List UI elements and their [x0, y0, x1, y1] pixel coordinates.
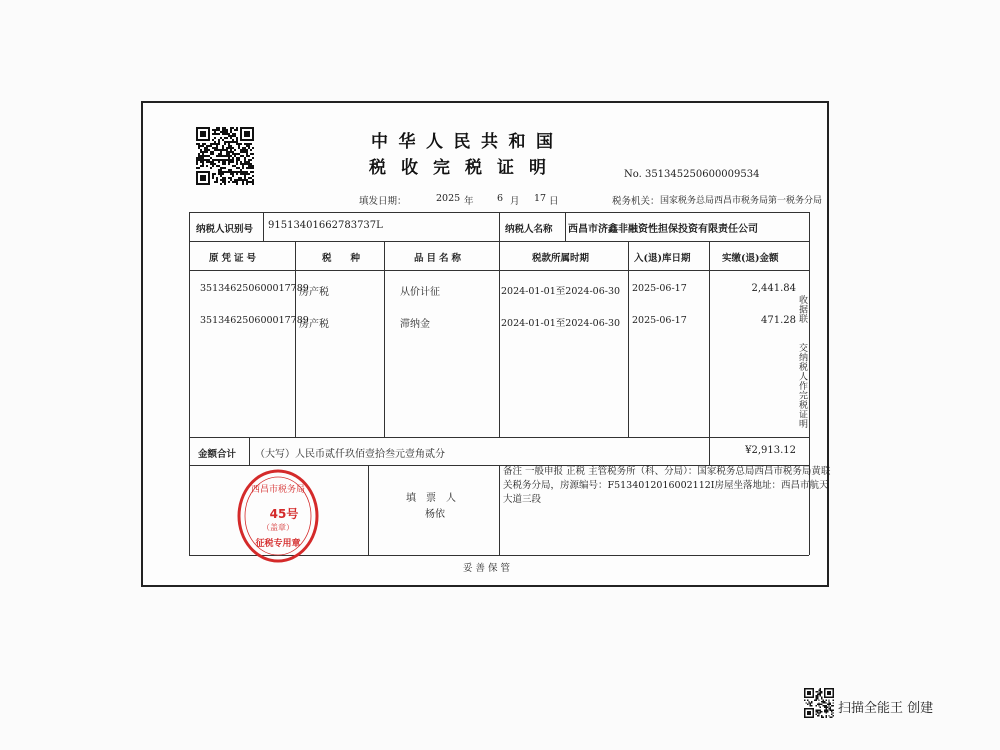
table-line: [384, 241, 385, 437]
column-header-date: 入(退)库日期: [634, 253, 691, 264]
total-words: （大写）人民币贰仟玖佰壹拾叁元壹角贰分: [255, 449, 445, 460]
remarks: [503, 465, 831, 507]
table-line: [499, 212, 500, 241]
year-char: 年: [464, 196, 474, 207]
table-line: [709, 241, 710, 437]
table-line: [628, 241, 629, 437]
tax-authority-label: 税务机关：: [612, 196, 660, 207]
table-line: [709, 437, 710, 465]
stamp-outer-text: 西昌市税务局: [250, 485, 306, 495]
qr-code: [196, 127, 254, 185]
filler-name: 杨依: [425, 509, 445, 520]
official-seal-stamp: [236, 468, 320, 564]
filler-label: 填 票 人: [406, 493, 456, 504]
row2-amount: 471.28: [761, 315, 796, 326]
remarks-label: 备注: [503, 466, 523, 477]
issue-month: 6: [497, 193, 504, 204]
row2-voucher: 351346250600017789: [200, 315, 309, 326]
table-line: [249, 437, 250, 465]
row1-tax-type: 房产税: [299, 287, 329, 298]
table-line: [295, 241, 296, 437]
row2-date: 2025-06-17: [632, 315, 687, 326]
table-line: [189, 212, 190, 555]
row1-voucher: 351346250600017789: [200, 283, 309, 294]
column-header-period: 税款所属时期: [532, 253, 590, 264]
title-line-1: 中华人民共和国: [371, 132, 564, 152]
row1-date: 2025-06-17: [632, 283, 687, 294]
issue-date-label: 填发日期：: [359, 196, 407, 207]
column-header-voucher: 原凭证号: [209, 253, 260, 264]
tax-authority: 国家税务总局西昌市税务局第一税务分局: [660, 196, 823, 206]
row2-tax-type: 房产税: [299, 319, 329, 330]
column-header-tax-type: 税 种: [322, 253, 361, 264]
row2-period: 2024-01-01至2024-06-30: [501, 318, 621, 329]
day-char: 日: [549, 196, 559, 207]
title-line-2: 税收完税证明: [369, 158, 561, 178]
side-text-receipt: 收据联: [797, 295, 807, 324]
stamp-sub-text: （盖章）: [262, 523, 294, 532]
table-line: [499, 465, 500, 555]
table-line: [368, 465, 369, 555]
side-text-proof: 交纳税人作完税证明: [797, 343, 807, 429]
remarks-text: 一般申报 正税 主管税务所（科、分局）：国家税务总局西昌市税务局黄联关税务分局，房源编号：F5134012016002112I房屋坐落地址：西昌市航天大道三段: [503, 466, 831, 505]
issue-day: 17: [534, 193, 547, 204]
issue-year: 2025: [436, 193, 461, 204]
scanner-brand-text: 扫描全能王 创建: [838, 701, 934, 716]
total-label: 金额合计: [198, 449, 237, 460]
column-header-amount: 实缴(退)金额: [722, 253, 779, 264]
table-line: [499, 241, 500, 437]
stamp-inner-text: 45号: [269, 507, 299, 521]
watermark-qr-code: [804, 688, 834, 718]
table-line: [263, 212, 264, 241]
taxpayer-id: 91513401662783737L: [268, 220, 383, 231]
row2-item: 滞纳金: [400, 319, 430, 330]
row1-period: 2024-01-01至2024-06-30: [501, 286, 621, 297]
stamp-bottom-text: 征税专用章: [255, 539, 301, 549]
taxpayer-name-label: 纳税人名称: [505, 224, 553, 235]
total-amount: ¥2,913.12: [745, 445, 796, 456]
taxpayer-name: 西昌市济鑫非融资性担保投资有限责任公司: [568, 224, 758, 235]
row1-item: 从价计征: [400, 287, 440, 298]
table-line: [189, 437, 809, 438]
table-line: [565, 212, 566, 241]
taxpayer-id-label: 纳税人识别号: [196, 224, 254, 235]
certificate-number: No. 351345250600009534: [624, 169, 760, 180]
month-char: 月: [510, 196, 520, 207]
row1-amount: 2,441.84: [751, 283, 796, 294]
column-header-item: 品目名称: [414, 253, 465, 264]
keep-safe-text: 妥善保管: [463, 563, 514, 574]
